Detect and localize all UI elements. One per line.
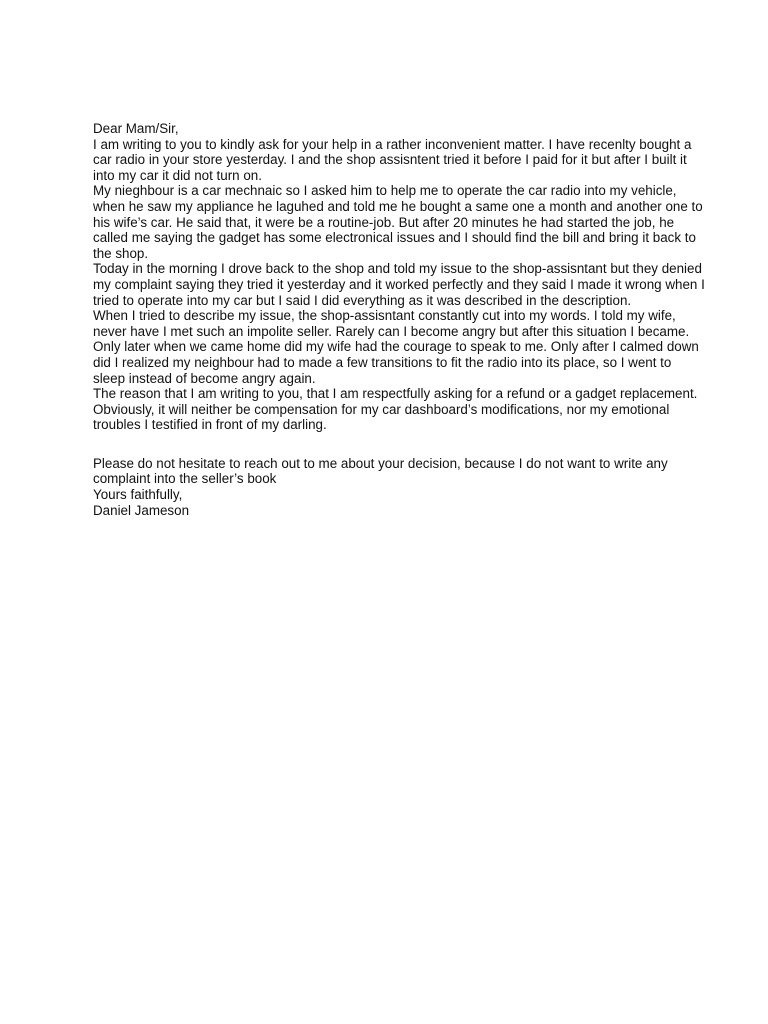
paragraph-refund-request: The reason that I am writing to you, that I am respectfully asking for a refund or a gadget replacement. Obviously, it will neither be compensation for my car dashboard’s modifications, nor my emotional troubles I testified in front of my darling.: [93, 386, 698, 433]
sign-off: Yours faithfully,: [93, 487, 183, 503]
letter-salutation: Dear Mam/Sir,: [93, 121, 179, 136]
paragraph-assistant-behaviour: When I tried to describe my issue, the shop-assisntant constantly cut into my words. I told my wife, never have I met such an impolite seller. Rarely can I become angry but after this situation I became. Only later when we came home did my wife had the courage to speak to me. Only after I calmed down did I realized my neighbour had to made a few transitions to fit the radio into its place, so I went to sleep instead of become angry again.: [93, 308, 699, 386]
closing-paragraph: Please do not hesitate to reach out to me about your decision, because I do not want to write any complaint into the seller’s book: [93, 455, 668, 487]
closing-block: [93, 456, 705, 518]
paragraph-purchase: I am writing to you to kindly ask for your help in a rather inconvenient matter. I have recenlty bought a car radio in your store yesterday. I and the shop assisntent tried it before I paid for it but after I built it into my car it did not turn on.: [93, 136, 692, 183]
letter-body: [93, 121, 705, 518]
signature-name: Daniel Jameson: [93, 502, 190, 518]
paragraph-shop-visit: Today in the morning I drove back to the shop and told my issue to the shop-assisntant but they denied my complaint saying they tried it yesterday and it worked perfectly and they said I made it wrong when I tried to operate into my car but I said I did everything as it was described in the description.: [93, 261, 705, 308]
paragraph-neighbour: My nieghbour is a car mechnaic so I asked him to help me to operate the car radio into my vehicle, when he saw my appliance he laguhed and told me he bought a same one a month and another one to his wife’s car. He said that, it were be a routine-job. But after 20 minutes he had started the job, he called me saying the gadget has some electronical issues and I should find the bill and bring it back to the shop.: [93, 183, 703, 261]
